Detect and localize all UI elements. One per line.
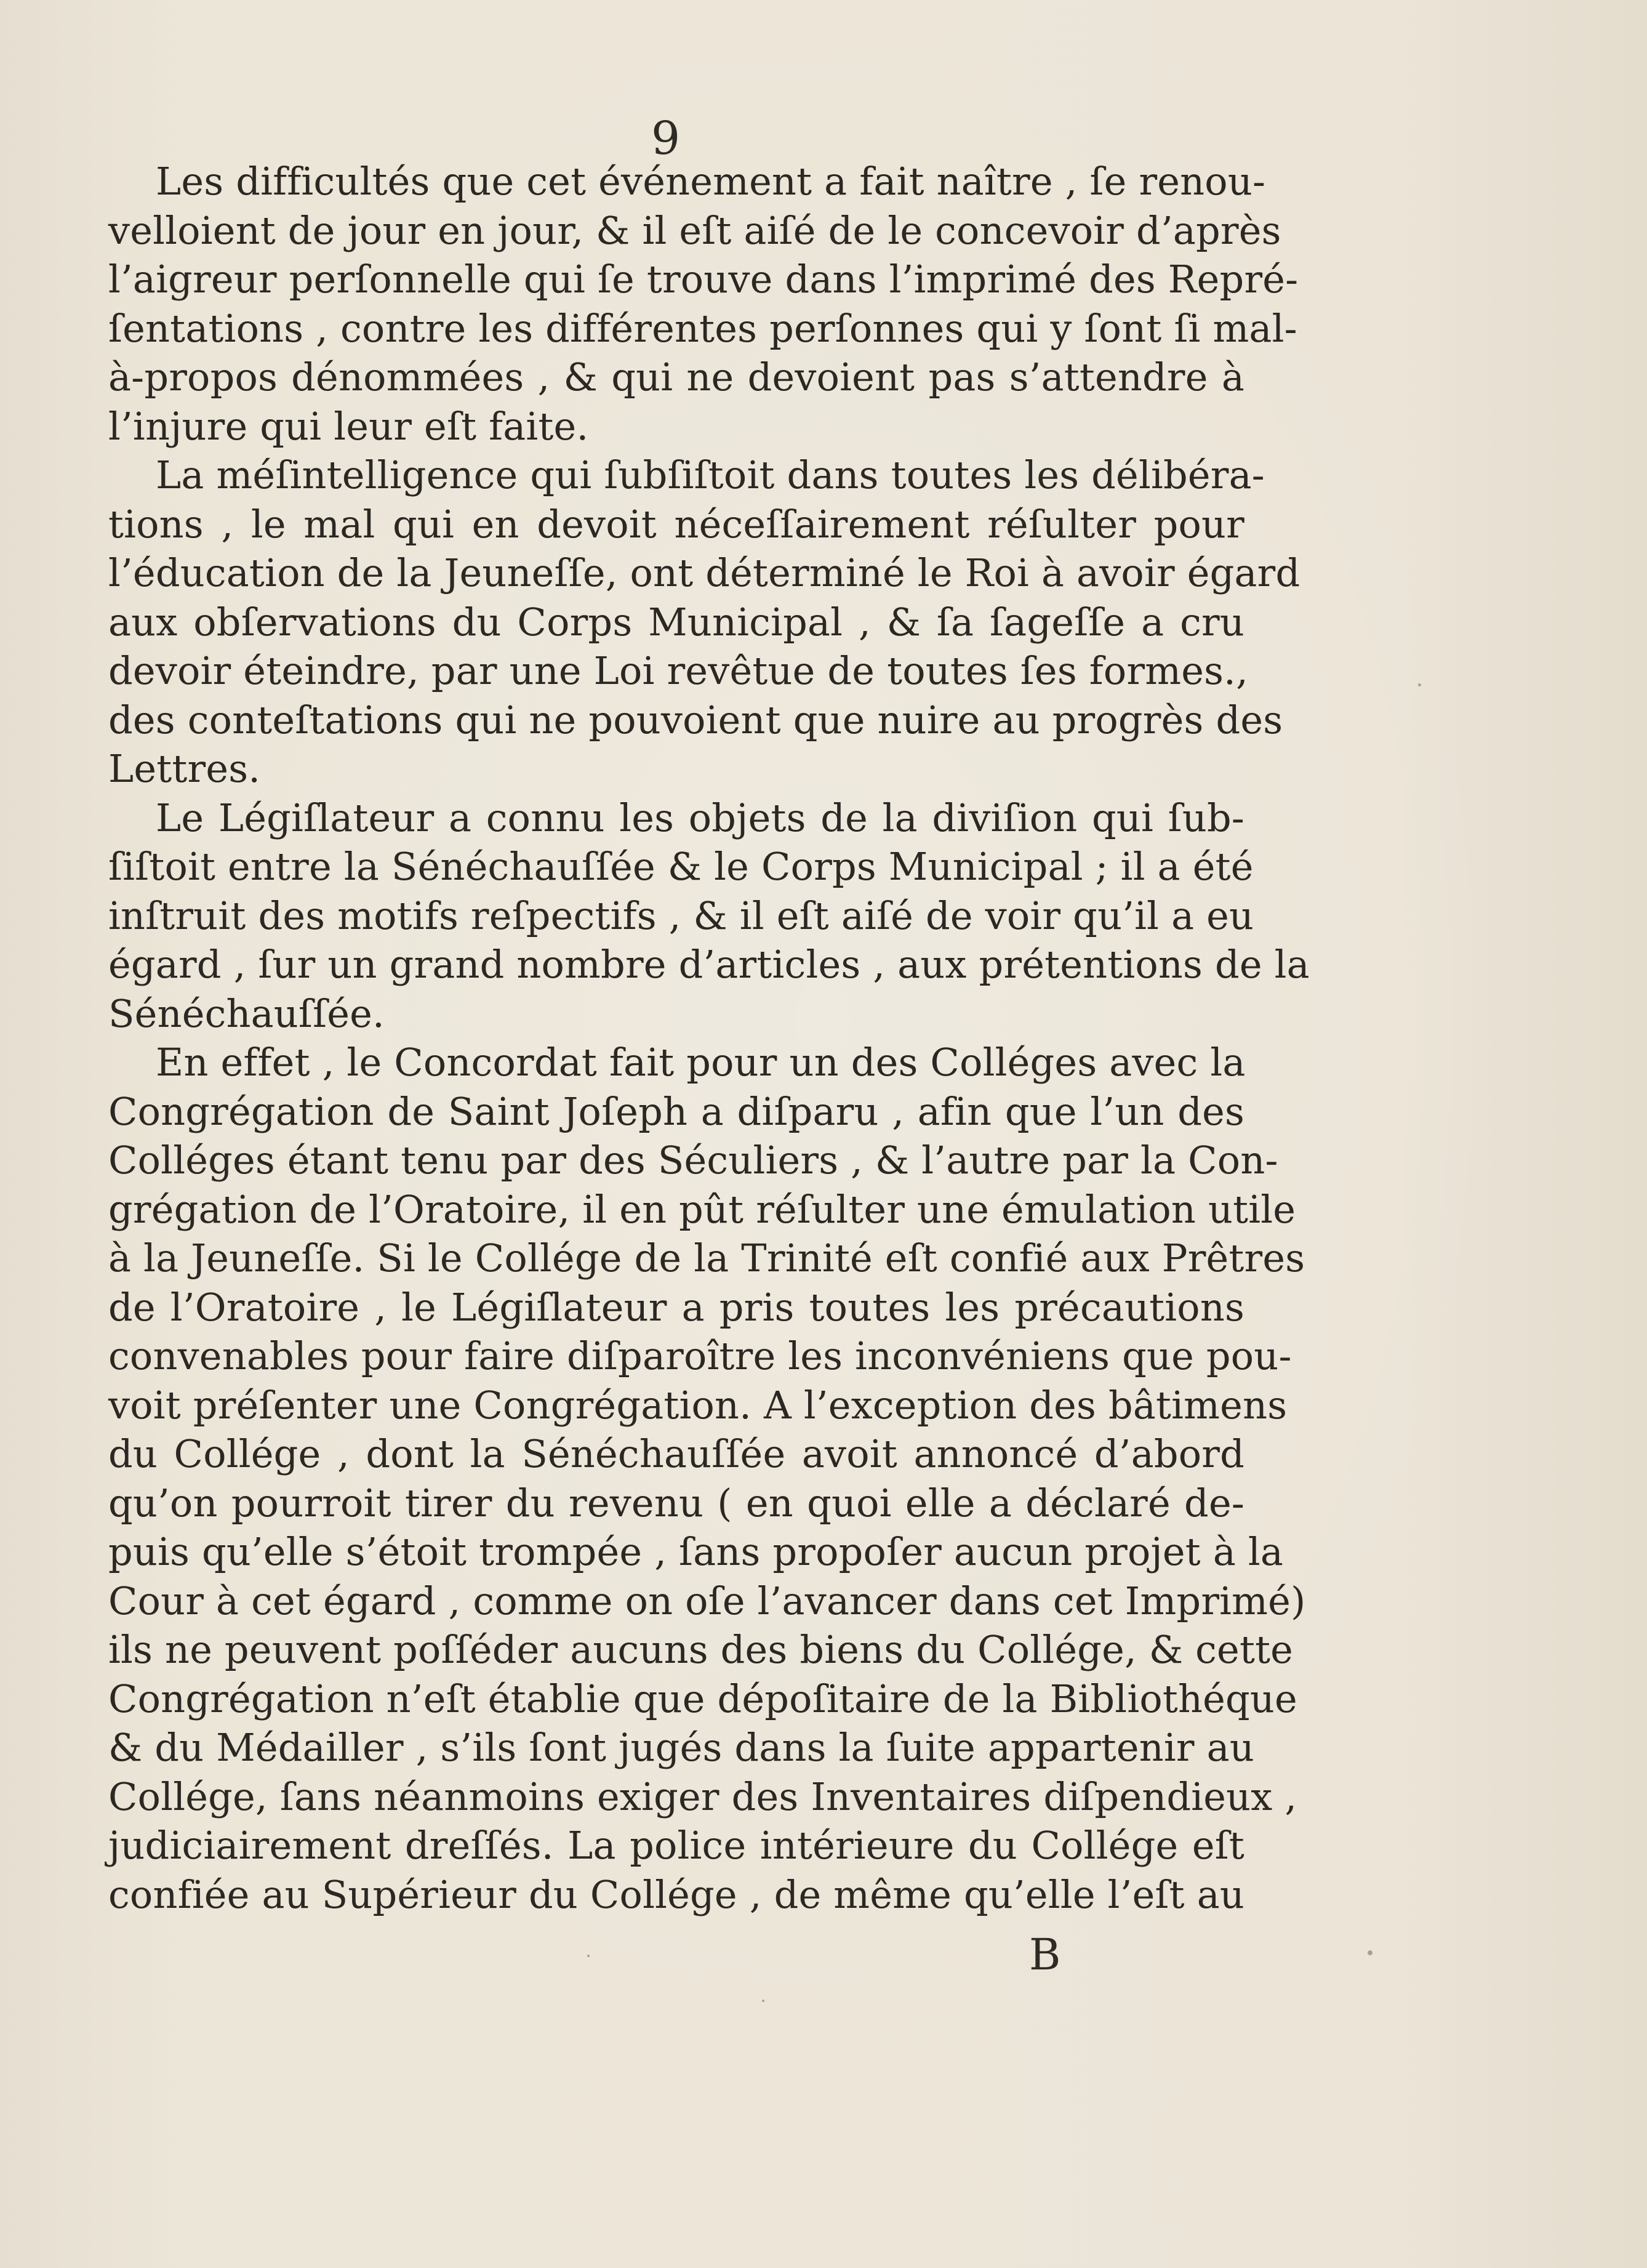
text-line: & du Médailler , s’ils ſont jugés dans la ſuite appartenir au — [108, 1725, 1254, 1770]
text-line: En effet , le Concordat fait pour un des Colléges avec la — [156, 1040, 1246, 1085]
text-line: La méſintelligence qui ſubſiſtoit dans toutes les délibéra- — [156, 452, 1265, 497]
paper-speck — [762, 2000, 764, 2002]
text-line: tions , le mal qui en devoit néceſſairement réſulter pour — [108, 501, 1244, 547]
text-line: à la Jeuneſſe. Si le Collége de la Trinité eſt confié aux Prêtres — [108, 1236, 1305, 1281]
text-line: Colléges étant tenu par des Séculiers , & l’autre par la Con- — [108, 1138, 1278, 1183]
text-line: Le Légiſlateur a connu les objets de la diviſion qui ſub- — [156, 795, 1244, 840]
page-number: 9 — [651, 112, 681, 165]
text-line: Cour à cet égard , comme on oſe l’avancer dans cet Imprimé) — [108, 1578, 1306, 1623]
text-line: velloient de jour en jour, & il eſt aiſé de le concevoir d’après — [108, 207, 1281, 253]
text-line: convenables pour faire diſparoître les inconvéniens que pou- — [108, 1333, 1292, 1378]
text-line: Congrégation de Saint Joſeph a diſparu , afin que l’un des — [108, 1088, 1244, 1134]
text-line: ſiſtoit entre la Sénéchauſſée & le Corps Municipal ; il a été — [108, 844, 1254, 889]
paper-speck — [1418, 683, 1421, 686]
text-line: à-propos dénommées , & qui ne devoient pas s’attendre à — [108, 355, 1244, 400]
text-line: l’éducation de la Jeuneſſe, ont déterminé le Roi à avoir égard — [108, 550, 1300, 595]
signature-mark: B — [1029, 1929, 1061, 1980]
paper-speck — [587, 1955, 590, 1957]
text-line: voit préſenter une Congrégation. A l’exception des bâtimens — [108, 1382, 1288, 1428]
text-line: confiée au Supérieur du Collége , de même qu’elle l’eſt au — [108, 1872, 1244, 1917]
text-line: des conteſtations qui ne pouvoient que nuire au progrès des — [108, 697, 1283, 742]
text-line: puis qu’elle s’étoit trompée , ſans propoſer aucun projet à la — [108, 1529, 1284, 1574]
text-line: grégation de l’Oratoire, il en pût réſulter une émulation utile — [108, 1186, 1296, 1232]
text-line: Les difficultés que cet événement a fait naître , ſe renou- — [156, 159, 1266, 204]
text-line: l’aigreur perſonnelle qui ſe trouve dans l’imprimé des Repré- — [108, 257, 1299, 302]
text-line: devoir éteindre, par une Loi revêtue de toutes ſes formes., — [108, 648, 1248, 693]
text-line: Collége, ſans néanmoins exiger des Inventaires diſpendieux , — [108, 1774, 1297, 1819]
text-line: égard , ſur un grand nombre d’articles , aux prétentions de la — [108, 942, 1310, 987]
text-line: Lettres. — [108, 746, 261, 791]
text-line: ils ne peuvent poſſéder aucuns des biens du Collége, & cette — [108, 1627, 1294, 1672]
text-line: l’injure qui leur eſt faite. — [108, 403, 589, 449]
text-line: Sénéchauſſée. — [108, 991, 385, 1036]
body-text — [108, 157, 1310, 1919]
text-line: ſentations , contre les différentes perſonnes qui y ſont ſi mal- — [108, 305, 1297, 351]
text-line: Congrégation n’eſt établie que dépoſitaire de la Bibliothéque — [108, 1676, 1297, 1721]
text-line: du Collége , dont la Sénéchauſſée avoit annoncé d’abord — [108, 1431, 1244, 1476]
text-line: aux obſervations du Corps Municipal , & ſa ſageſſe a cru — [108, 599, 1244, 645]
text-line: de l’Oratoire , le Légiſlateur a pris toutes les précautions — [108, 1284, 1244, 1330]
paper-speck — [1368, 1950, 1372, 1955]
text-line: qu’on pourroit tirer du revenu ( en quoi elle a déclaré de- — [108, 1480, 1244, 1526]
text-line: judiciairement dreſſés. La police intérieure du Collége eſt — [108, 1823, 1244, 1868]
text-line: inſtruit des motifs reſpectifs , & il eſt aiſé de voir qu’il a eu — [108, 893, 1254, 938]
